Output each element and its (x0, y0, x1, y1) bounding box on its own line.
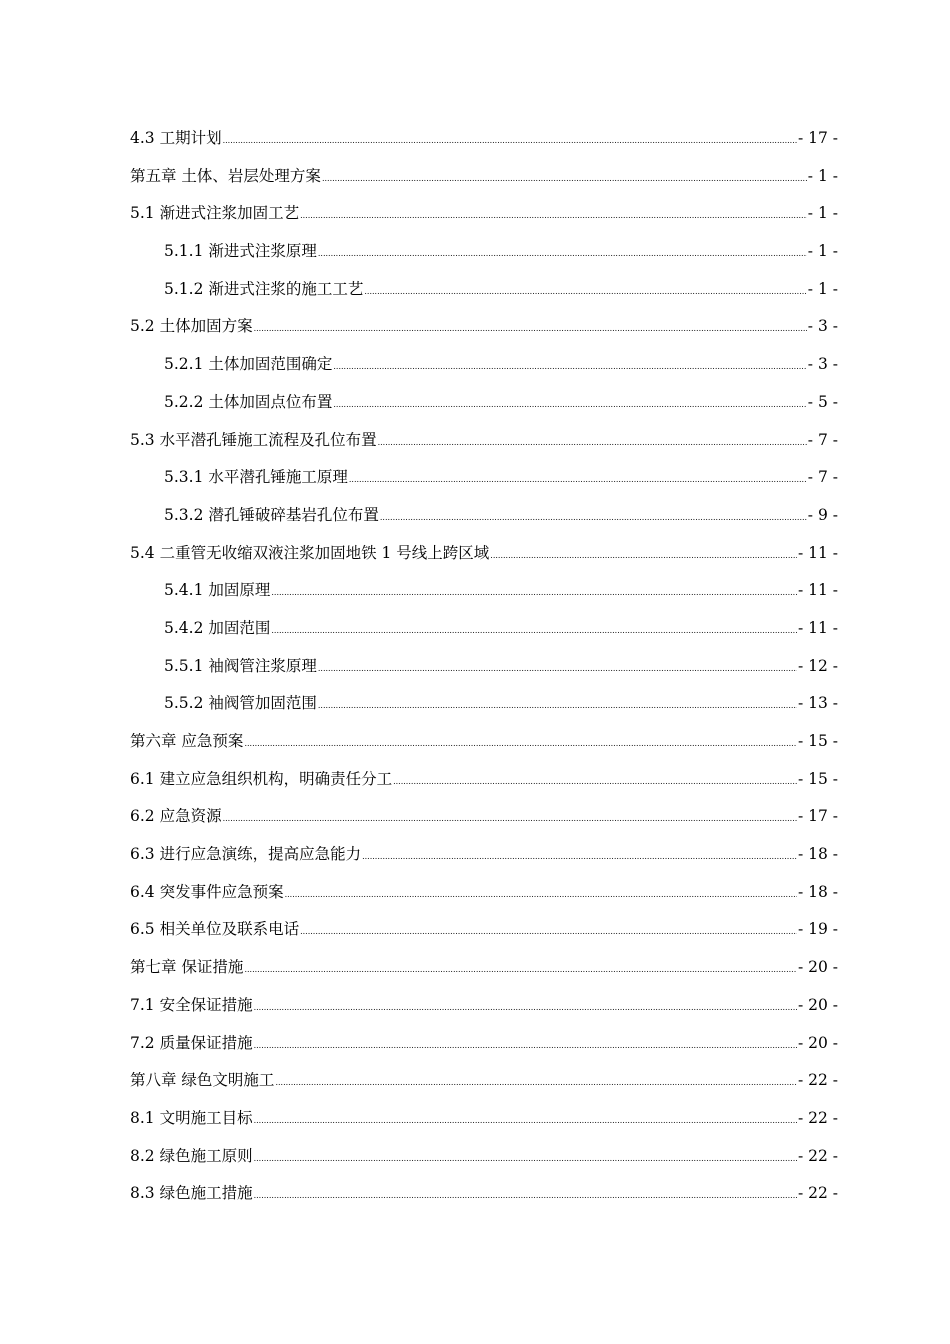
toc-entry[interactable] (130, 120, 838, 158)
toc-entry-page: - 22 - (797, 1184, 838, 1203)
toc-entry-page: - 9 - (807, 505, 838, 524)
toc-entry[interactable] (130, 911, 838, 949)
toc-entry-title: 5.2 土体加固方案 (130, 317, 253, 336)
dot-leader (254, 1102, 797, 1140)
dot-leader (254, 1177, 797, 1215)
dot-leader (362, 838, 797, 876)
toc-subentry[interactable] (130, 384, 838, 422)
toc-entry-title: 5.4 二重管无收缩双液注浆加固地铁 1 号线上跨区域 (130, 543, 490, 562)
toc-entry[interactable] (130, 158, 838, 196)
dot-leader (318, 687, 797, 725)
dot-leader (490, 537, 797, 575)
toc-entry-title: 7.2 质量保证措施 (130, 1033, 253, 1052)
toc-entry-title: 6.3 进行应急演练，提高应急能力 (130, 845, 362, 864)
dot-leader (333, 386, 806, 424)
dot-leader (333, 348, 806, 386)
toc-entry-title: 5.2.1 土体加固范围确定 (164, 355, 333, 374)
table-of-contents (130, 120, 838, 1213)
dot-leader (223, 122, 797, 160)
toc-entry[interactable] (130, 798, 838, 836)
dot-leader (254, 989, 797, 1027)
toc-subentry[interactable] (130, 572, 838, 610)
toc-entry[interactable] (130, 1138, 838, 1176)
dot-leader (244, 725, 797, 763)
dot-leader (254, 1027, 797, 1065)
toc-entry[interactable] (130, 949, 838, 987)
toc-subentry[interactable] (130, 459, 838, 497)
toc-entry-page: - 1 - (807, 279, 838, 298)
toc-entry-title: 7.1 安全保证措施 (130, 995, 253, 1014)
toc-entry-page: - 17 - (797, 807, 838, 826)
dot-leader (393, 763, 797, 801)
dot-leader (318, 650, 797, 688)
dot-leader (300, 913, 797, 951)
toc-entry-title: 5.4.1 加固原理 (164, 581, 271, 600)
toc-entry-page: - 17 - (797, 129, 838, 147)
toc-entry-title: 第六章 应急预案 (130, 732, 244, 750)
toc-entry-title: 4.3 工期计划 (130, 129, 222, 147)
toc-subentry[interactable] (130, 233, 838, 271)
toc-entry-title: 8.3 绿色施工措施 (130, 1184, 253, 1203)
toc-entry-page: - 15 - (797, 769, 838, 788)
toc-entry-page: - 20 - (797, 1033, 838, 1052)
toc-entry-page: - 11 - (797, 581, 838, 600)
toc-entry-page: - 22 - (797, 1146, 838, 1165)
toc-entry[interactable] (130, 308, 838, 346)
dot-leader (318, 235, 807, 273)
toc-entry-page: - 11 - (797, 618, 838, 637)
dot-leader (223, 800, 797, 838)
dot-leader (378, 424, 807, 462)
toc-entry-title: 5.5.2 袖阀管加固范围 (164, 694, 317, 713)
dot-leader (285, 876, 797, 914)
toc-entry-title: 5.4.2 加固范围 (164, 618, 271, 637)
toc-entry-title: 第七章 保证措施 (130, 958, 244, 977)
toc-entry-page: - 3 - (807, 355, 838, 374)
toc-entry[interactable] (130, 1100, 838, 1138)
toc-entry-page: - 3 - (807, 317, 838, 336)
toc-entry-page: - 20 - (797, 995, 838, 1014)
dot-leader (254, 310, 807, 348)
dot-leader (364, 273, 806, 311)
toc-entry[interactable] (130, 535, 838, 573)
dot-leader (300, 197, 807, 235)
toc-entry-title: 6.4 突发事件应急预案 (130, 882, 284, 901)
toc-entry[interactable] (130, 761, 838, 799)
dot-leader (380, 499, 807, 537)
toc-entry[interactable] (130, 987, 838, 1025)
toc-entry-page: - 18 - (797, 845, 838, 864)
toc-subentry[interactable] (130, 346, 838, 384)
toc-entry-page: - 22 - (797, 1108, 838, 1127)
toc-entry-page: - 12 - (797, 656, 838, 675)
toc-subentry[interactable] (130, 271, 838, 309)
toc-entry-title: 5.3.2 潜孔锤破碎基岩孔位布置 (164, 505, 379, 524)
dot-leader (244, 951, 797, 989)
toc-subentry[interactable] (130, 648, 838, 686)
toc-entry-title: 第五章 土体、岩层处理方案 (130, 166, 321, 185)
toc-entry-title: 6.5 相关单位及联系电话 (130, 920, 300, 939)
toc-entry-title: 5.3 水平潜孔锤施工流程及孔位布置 (130, 430, 377, 449)
toc-entry-page: - 7 - (807, 468, 838, 487)
dot-leader (254, 1140, 797, 1178)
toc-entry-page: - 22 - (797, 1071, 838, 1090)
toc-entry-title: 8.1 文明施工目标 (130, 1108, 253, 1127)
toc-entry-title: 5.1.2 渐进式注浆的施工工艺 (164, 279, 364, 298)
toc-entry-page: - 19 - (797, 920, 838, 939)
toc-entry-page: - 1 - (807, 204, 838, 223)
dot-leader (271, 612, 797, 650)
toc-entry-page: - 18 - (797, 882, 838, 901)
toc-entry[interactable] (130, 836, 838, 874)
toc-entry-page: - 13 - (797, 694, 838, 713)
toc-entry[interactable] (130, 723, 838, 761)
toc-entry-page: - 11 - (797, 543, 838, 562)
toc-entry[interactable] (130, 874, 838, 912)
toc-entry-page: - 15 - (797, 732, 838, 750)
toc-entry-title: 5.5.1 袖阀管注浆原理 (164, 656, 317, 675)
toc-subentry[interactable] (130, 497, 838, 535)
dot-leader (349, 461, 807, 499)
toc-entry[interactable] (130, 422, 838, 460)
toc-subentry[interactable] (130, 610, 838, 648)
toc-entry-title: 8.2 绿色施工原则 (130, 1146, 253, 1165)
dot-leader (322, 160, 807, 198)
toc-entry[interactable] (130, 1025, 838, 1063)
toc-entry-title: 第八章 绿色文明施工 (130, 1071, 275, 1090)
toc-entry[interactable] (130, 1062, 838, 1100)
toc-subentry[interactable] (130, 685, 838, 723)
toc-entry-title: 6.1 建立应急组织机构，明确责任分工 (130, 769, 393, 788)
toc-entry-page: - 1 - (807, 166, 838, 185)
dot-leader (275, 1064, 797, 1102)
dot-leader (271, 574, 797, 612)
toc-entry-title: 5.1.1 渐进式注浆原理 (164, 242, 317, 261)
toc-entry-page: - 20 - (797, 958, 838, 977)
toc-entry[interactable] (130, 195, 838, 233)
toc-entry[interactable] (130, 1175, 838, 1213)
toc-entry-title: 5.1 渐进式注浆加固工艺 (130, 204, 300, 223)
toc-entry-title: 6.2 应急资源 (130, 807, 222, 826)
toc-entry-page: - 7 - (807, 430, 838, 449)
toc-entry-title: 5.2.2 土体加固点位布置 (164, 392, 333, 411)
toc-entry-page: - 5 - (807, 392, 838, 411)
toc-entry-title: 5.3.1 水平潜孔锤施工原理 (164, 468, 348, 487)
toc-entry-page: - 1 - (807, 242, 838, 261)
